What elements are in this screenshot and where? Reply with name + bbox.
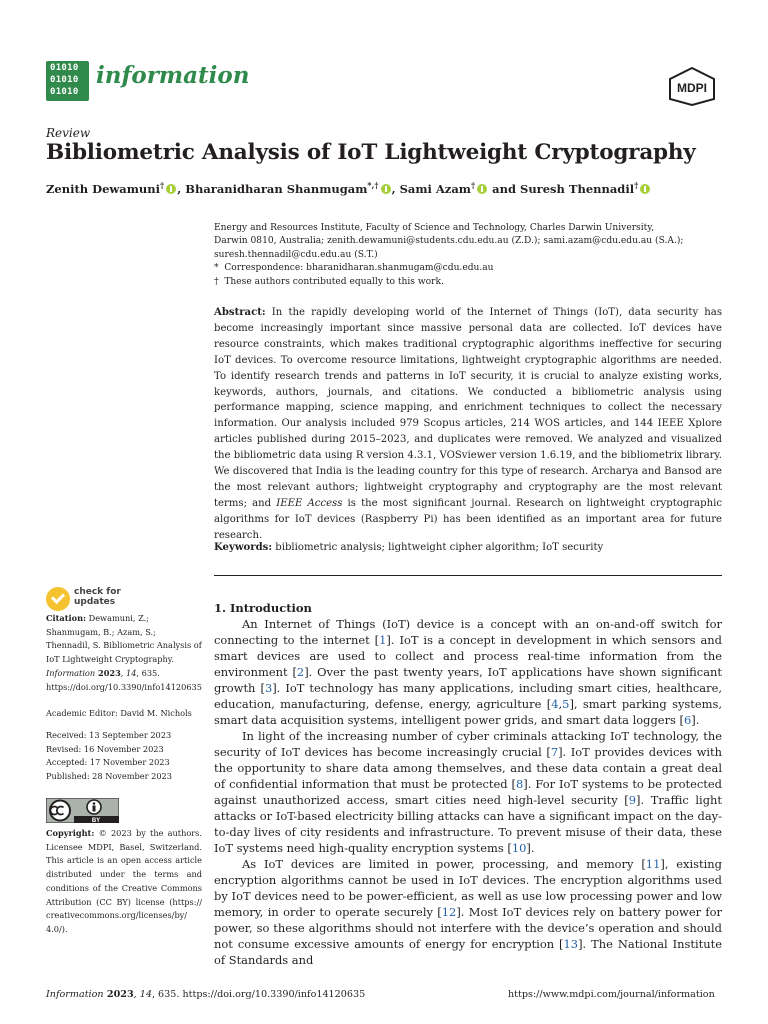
citation-block <box>46 612 202 694</box>
author-mark: *,† <box>367 180 379 190</box>
copyright-text: © 2023 by the authors. Licensee MDPI, Basel, Switzerland. This article is an open access article distributed under the terms and conditions of the Creative Commons Attribution (CC BY) license (https:// creativecommons.org/licenses/by/ 4.0/). <box>46 828 202 934</box>
check-for-updates-line: updates <box>74 597 116 607</box>
paragraph-text: , <box>558 697 563 711</box>
citation-doi: , 635. https://doi.org/10.3390/info14120635 <box>46 667 202 692</box>
paragraph-text: An Internet of Things (IoT) device is a concept with an on-and-off switch for connecting to the internet [ <box>214 617 722 647</box>
keywords-text: bibliometric analysis; lightweight cipher algorithm; IoT security <box>272 542 604 553</box>
equal-contribution-note <box>214 276 714 289</box>
correspondence-text: Correspondence: bharanidharan.shanmugam@cdu.edu.au <box>224 263 494 274</box>
author-list <box>46 180 746 196</box>
cc-by-label: BY <box>91 818 101 823</box>
citation-year: 2023 <box>95 667 121 678</box>
intro-paragraph <box>214 856 722 968</box>
academic-editor: Academic Editor: David M. Nichols <box>46 708 192 718</box>
footer-citation <box>46 989 365 1000</box>
author-mark: † <box>634 180 639 190</box>
orcid-icon[interactable] <box>477 184 487 194</box>
paragraph-text: ]. IoT is a concept in development in which sensors and smart devices are used to collect and process real-time information from the environment [ <box>214 633 722 679</box>
abstract-journal: IEEE Access <box>276 497 343 509</box>
journal-name: information <box>96 62 250 89</box>
citation-volume: , 14 <box>120 667 137 678</box>
introduction-body <box>214 616 722 968</box>
reference-link[interactable]: 7 <box>550 745 559 759</box>
citation-journal: Information <box>46 667 96 678</box>
author-mark: † <box>470 180 476 190</box>
publication-dates <box>46 729 202 784</box>
paragraph-text: ]. <box>691 713 700 727</box>
reference-link[interactable]: 6 <box>684 713 692 727</box>
article-type: Review <box>46 126 91 140</box>
paragraph-text: As IoT devices are limited in power, processing, and memory [ <box>242 857 646 871</box>
equal-contribution-text: These authors contributed equally to this work. <box>224 276 444 287</box>
author-separator: , <box>177 181 186 196</box>
paragraph-text: ]. IoT provides devices with the opportunity to share data among themselves, and these data contain a great deal of confidential information that must be protected [ <box>214 745 722 791</box>
reference-link[interactable]: 8 <box>516 777 524 791</box>
keywords <box>214 541 722 555</box>
paragraph-text: ]. <box>526 841 535 855</box>
abstract-text: is the most significant journal. Research on lightweight cryptographic algorithms for IoT devices (Raspberry Pi) has been identified as an important area for future research. <box>214 497 722 541</box>
abstract-label: Abstract: <box>214 307 266 318</box>
orcid-icon[interactable] <box>381 184 391 194</box>
affiliations <box>214 222 714 289</box>
paragraph-text: ], existing encryption algorithms cannot be used in IoT devices. The encryption algorithms used by IoT devices need to be power-efficient, as well as use low processing power and low memory, in order to operate securely [ <box>214 857 722 919</box>
reference-link[interactable]: 5 <box>562 697 570 711</box>
date-line: Received: 13 September 2023 <box>46 730 172 740</box>
reference-link[interactable]: 11 <box>645 857 661 871</box>
reference-link[interactable]: 3 <box>264 681 273 695</box>
author-name: Bharanidharan Shanmugam <box>185 181 368 196</box>
mdpi-logo <box>666 66 718 106</box>
check-for-updates-text <box>74 587 121 607</box>
correspondence-note <box>214 262 714 275</box>
section-heading: 1. Introduction <box>214 601 312 615</box>
reference-link[interactable]: 10 <box>511 841 527 855</box>
date-line: Published: 28 November 2023 <box>46 771 172 782</box>
footer-journal-url[interactable]: https://www.mdpi.com/journal/information <box>508 989 715 1000</box>
reference-link[interactable]: 12 <box>441 905 457 919</box>
paragraph-text: ]. IoT technology has many applications, including smart cities, healthcare, education, manufacturing, defense, energy, agriculture [ <box>214 681 722 711</box>
paper-title: Bibliometric Analysis of IoT Lightweight Cryptography <box>46 140 696 165</box>
intro-paragraph <box>214 616 722 728</box>
check-icon <box>46 587 70 611</box>
citation-label: Citation: <box>46 613 87 623</box>
keywords-label: Keywords: <box>214 542 273 553</box>
affiliation-line: Darwin 0810, Australia; zenith.dewamuni@students.cdu.edu.au (Z.D.); sami.azam@cdu.edu.au (S.A.); <box>214 236 684 247</box>
affiliation-line: Energy and Resources Institute, Faculty of Science and Technology, Charles Darwin University, <box>214 223 655 233</box>
cc-by-license-icon[interactable] <box>46 798 119 823</box>
mdpi-logo-text: MDPI <box>677 81 707 95</box>
orcid-icon[interactable] <box>640 184 650 194</box>
journal-logo-bits <box>50 62 90 98</box>
reference-link[interactable]: 4 <box>551 697 559 711</box>
footer-journal: Information <box>46 989 104 1000</box>
paragraph-text: ]. Over the past twenty years, IoT applications have shown significant growth [ <box>214 665 722 695</box>
logo-bits-line: 01010 <box>50 87 79 97</box>
date-line: Revised: 16 November 2023 <box>46 743 164 754</box>
logo-bits-line: 01010 <box>50 75 79 85</box>
reference-link[interactable]: 9 <box>628 793 636 807</box>
paragraph-text: ]. For IoT systems to be protected against unauthorized access, smart cities need high-level security [ <box>214 777 722 807</box>
reference-link[interactable]: 1 <box>379 633 387 647</box>
abstract-text: In the rapidly developing world of the Internet of Things (IoT), data security has become increasingly important since massive personal data are collected. IoT devices have resource constraints, which makes traditional cryptographic algorithms ineffective for securing IoT devices. To overcome resource limitations, lightweight cryptographic algorithms are needed. To identify research trends and patterns in IoT security, it is crucial to analyze existing works, keywords, authors, journals, and citations. We conducted a bibliometric analysis using performance mapping, science mapping, and enrichment techniques to collect the necessary information. Our analysis included 979 Scopus articles, 214 WOS articles, and 144 IEEE Xplore articles published during 2015–2023, and duplicates were removed. We analyzed and visualized the bibliometric data using R version 4.3.1, VOSviewer version 1.6.19, and the bibliometrix library. We discovered that India is the leading country for this type of research. Archarya and Bansod are the most relevant authors; lightweight cryptography and cryptography are the most relevant terms; and <box>214 307 722 509</box>
section-divider <box>214 575 722 576</box>
abstract <box>214 305 722 544</box>
paragraph-text: In light of the increasing number of cyber criminals attacking IoT technology, the security of IoT devices has become increasingly crucial [ <box>214 729 722 759</box>
date-line: Accepted: 17 November 2023 <box>46 757 170 768</box>
correspondence-mark: * <box>214 263 219 274</box>
author-name: Zenith Dewamuni <box>46 181 161 196</box>
copyright-block <box>46 827 202 937</box>
intro-paragraph <box>214 728 722 856</box>
paragraph-text: ]. Traffic light attacks or IoT-based electricity billing attacks can have a significant impact on the day-to-day lives of city residents and infrastructure. To prevent misuse of their data, these IoT systems need high-quality encryption systems [ <box>214 793 722 855</box>
paragraph-text: ]. The National Institute of Standards and <box>214 937 722 967</box>
citation-text: Dewamuni, Z.; Shanmugam, B.; Azam, S.; Thennadil, S. Bibliometric Analysis of IoT Lightweight Cryptography. <box>46 613 202 665</box>
author-mark: † <box>160 180 165 190</box>
author-name: Suresh Thennadil <box>520 181 635 196</box>
reference-link[interactable]: 2 <box>296 665 305 679</box>
equal-contribution-mark: † <box>214 276 219 287</box>
author-separator: , <box>391 181 400 196</box>
copyright-label: Copyright: <box>46 828 95 838</box>
orcid-icon[interactable] <box>166 184 176 194</box>
check-for-updates-line: check for <box>74 587 121 597</box>
author-name: Sami Azam <box>399 181 471 196</box>
logo-bits-line: 01010 <box>50 63 79 73</box>
affiliation-line: suresh.thennadil@cdu.edu.au (S.T.) <box>214 249 378 260</box>
paragraph-text: ]. Most IoT devices rely on battery power for power, so these algorithms should not interfere with the device’s operation and should not consume excessive amounts of energy for encryption [ <box>214 905 722 951</box>
footer-year: 2023 <box>103 989 134 1000</box>
reference-link[interactable]: 13 <box>563 937 579 951</box>
footer-volume: , 14 <box>133 989 152 1000</box>
footer-doi: , 635. https://doi.org/10.3390/info14120635 <box>151 989 366 1000</box>
paragraph-text: ], smart parking systems, smart data acquisition systems, intelligent power grids, and smart data loggers [ <box>214 697 722 727</box>
author-separator: and <box>488 181 521 196</box>
